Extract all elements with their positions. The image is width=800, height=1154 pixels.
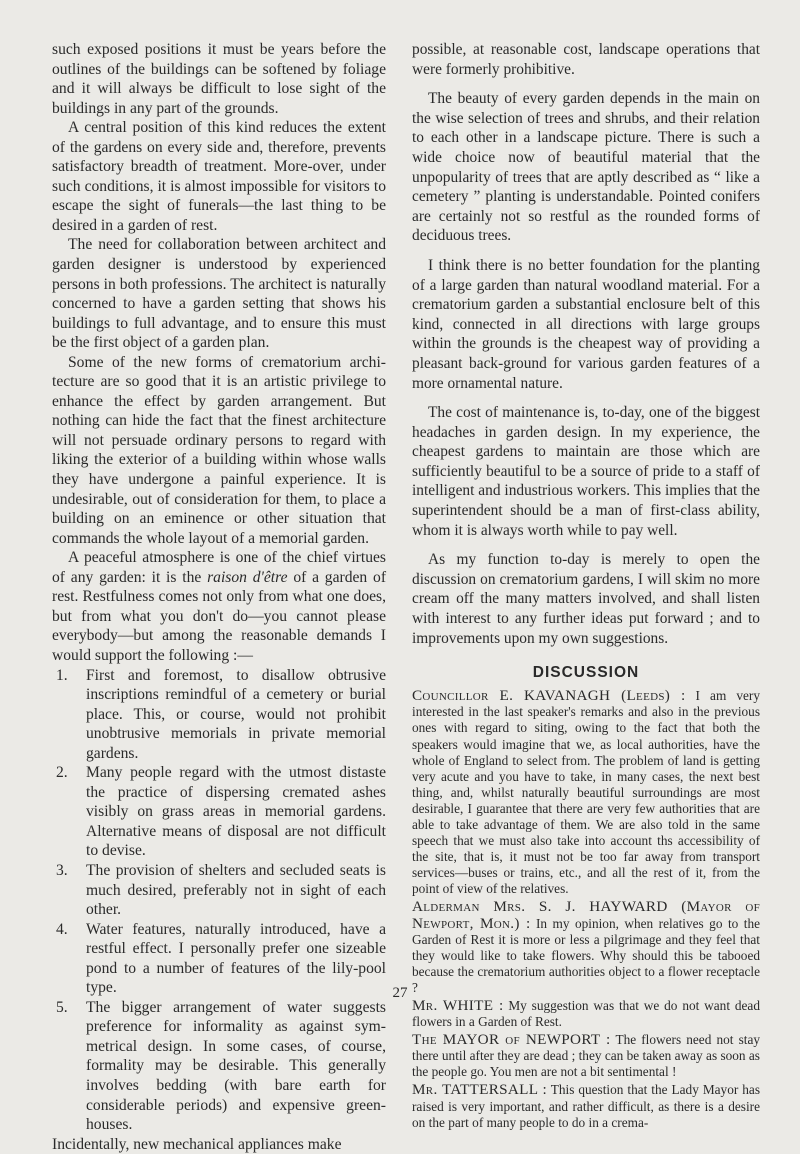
discussion-entry: [412, 1032, 760, 1080]
speaker-remark: This question that the Lady Mayor has raised is very important, and rather difficult, as there is a desire on the part of many people to do in a crema-: [412, 1082, 760, 1130]
italic-phrase: raison d'être: [207, 568, 288, 586]
paragraph: The need for collaboration between architect and garden designer is understood by experienced persons in both professions. The architect is naturally concerned to have a garden setting that shows his buildings to full advantage, and to ensure this must be the first object of a garden plan.: [52, 236, 386, 352]
list-item-text: The bigger arrangement of water suggests preference for informality as against sym-metrical design. In some cases, of course, formality may be desirable. This generally involves bedding (with bare earth for considerable periods) and expensive green-houses.: [86, 998, 386, 1134]
paragraph: possible, at reasonable cost, landscape operations that were formerly prohibitive.: [412, 41, 760, 78]
discussion: [412, 688, 760, 1131]
paragraph: I think there is no better foundation for the planting of a large garden than natural woodland material. For a crematorium garden a substantial enclosure belt of this kind, connected in all directions with large groups within the grounds is the cheapest way of providing a pleasant back-ground for various garden features of a more ornamental nature.: [412, 256, 760, 392]
discussion-entry: [412, 899, 760, 996]
discussion-entry: [412, 1082, 760, 1130]
paragraph: [52, 548, 386, 665]
list-item-text: The provision of shelters and secluded seats is much desired, preferably not in sight of each other.: [86, 861, 386, 919]
speaker-remark: My suggestion was that we do not want dead flowers in a Garden of Rest.: [412, 998, 760, 1030]
section-heading: DISCUSSION: [532, 664, 640, 682]
page-number: 27: [392, 985, 408, 1001]
left-column: [52, 40, 386, 1154]
speaker-remark: The flowers need not stay there until after they are dead ; they can be taken away as soon as the people go. You men are not a bit sentimental !: [412, 1032, 760, 1080]
discussion-entry: [412, 998, 760, 1030]
speaker-name: The MAYOR of NEWPORT :: [412, 1031, 611, 1049]
list-item: [52, 763, 386, 861]
list-number: 1.: [56, 666, 68, 684]
list-item: [52, 666, 386, 764]
paragraph: Some of the new forms of crematorium archi-tecture are so good that it is an artistic privilege to enhance the effect by garden arrangement. But nothing can hide the fact that the finest architecture will not persuade ordinary persons to regard with liking the exterior of a building within whose walls they have undergone a painful experience. It is undesirable, out of consideration for them, to place a building on an eminence or other situation that commands the whole layout of a memorial garden.: [52, 353, 386, 547]
list-item-text: Water features, naturally introduced, have a restful effect. I personally prefer one sizeable pond to a number of features of the lily-pool type.: [86, 920, 386, 997]
paragraph: A central position of this kind reduces the extent of the gardens on every side and, therefore, prevents satisfactory breadth of treatment. More-over, under such conditions, it is almost impossible for visitors to escape the sight of funerals—the last thing to be desired in a garden of rest.: [52, 119, 386, 234]
list-number: 2.: [56, 764, 68, 782]
numbered-list: [52, 666, 386, 1135]
text-run: A peaceful atmosphere is one of the chief virtues of any garden: it is the: [52, 549, 386, 586]
discussion-entry: [412, 688, 760, 897]
paragraph: such exposed positions it must be years before the outlines of the buildings can be softened by foliage and it will always be difficult to lose sight of the buildings in any part of the grounds.: [52, 41, 386, 117]
list-number: 4.: [56, 920, 68, 938]
paragraph: Incidentally, new mechanical appliances make: [52, 1135, 342, 1153]
list-item: [52, 998, 386, 1135]
speaker-remark: In my opinion, when relatives go to the Garden of Rest it is more or less a pilgrimage and they feel that they would like to take flowers. Why should this be tabooed because the crematorium authorities object to a flower receptacle ?: [412, 915, 761, 995]
speaker-name: Mr. WHITE :: [412, 997, 504, 1014]
text-run: of a garden of rest. Restfulness comes not only from what one does, but from what you don't do—you cannot please everybody—but among the reasonable demands I would support the following :—: [52, 568, 387, 664]
right-column: [412, 40, 760, 1133]
speaker-name: Councillor E. KAVANAGH (Leeds) :: [412, 687, 686, 705]
speaker-name: Alderman Mrs. S. J. HAYWARD (Mayor of Newport, Mon.) :: [412, 898, 760, 932]
list-item: [52, 920, 386, 998]
speaker-remark: I am very interested in the last speaker's remarks and also in the previous ones with regard to siting, owing to the fact that both the speakers would imagine that we, as local authorities, have the whole of England to select from. The problem of land is getting very acute and you have to take, in many cases, the next best thing, and, whilst naturally beautiful surroundings are most desirable, I guarantee that there are very few authorities that are able to take advantage of them. We are also told in the same speech that we must also take into account ths accessibility of the site, that is, it must not be too far away from transport services—buses or trains, etc., and all the rest of it, from the point of view of the relatives.: [412, 688, 760, 897]
paragraph: The beauty of every garden depends in the main on the wise selection of trees and shrubs, and their relation to each other in a landscape picture. There is such a wide choice now of beautiful material that the unpopularity of trees that are aptly described as “ like a cemetery ” planting is understandable. Pointed conifers are certainly not so restful as the rounded forms of deciduous trees.: [412, 90, 760, 245]
list-item-text: First and foremost, to disallow obtrusive inscriptions remindful of a cemetery or burial place. This, or course, would not prohibit unobtrusive memorials in private memorial gardens.: [86, 666, 386, 762]
list-item: [52, 861, 386, 920]
speaker-name: Mr. TATTERSALL :: [412, 1081, 547, 1099]
list-number: 3.: [56, 861, 68, 879]
paragraph: The cost of maintenance is, to-day, one of the biggest headaches in garden design. In my experience, the cheapest gardens to maintain are those which are sufficiently beautiful to be a source of pride to a staff of intelligent and industrious workers. This implies that the superintendent should be a man of first-class ability, whom it is always worth while to pay well.: [412, 404, 760, 539]
list-item-text: Many people regard with the utmost distaste the practice of dispersing cremated ashes visibly on grass areas in memorial gardens. Alternative means of disposal are not difficult to devise.: [86, 764, 386, 860]
paragraph: As my function to-day is merely to open the discussion on crematorium gardens, I will skim no more cream off the many matters involved, and shall listen with interest to any further ideas put forward ; and to improvements upon my own suggestions.: [412, 551, 760, 647]
list-number: 5.: [56, 998, 68, 1016]
